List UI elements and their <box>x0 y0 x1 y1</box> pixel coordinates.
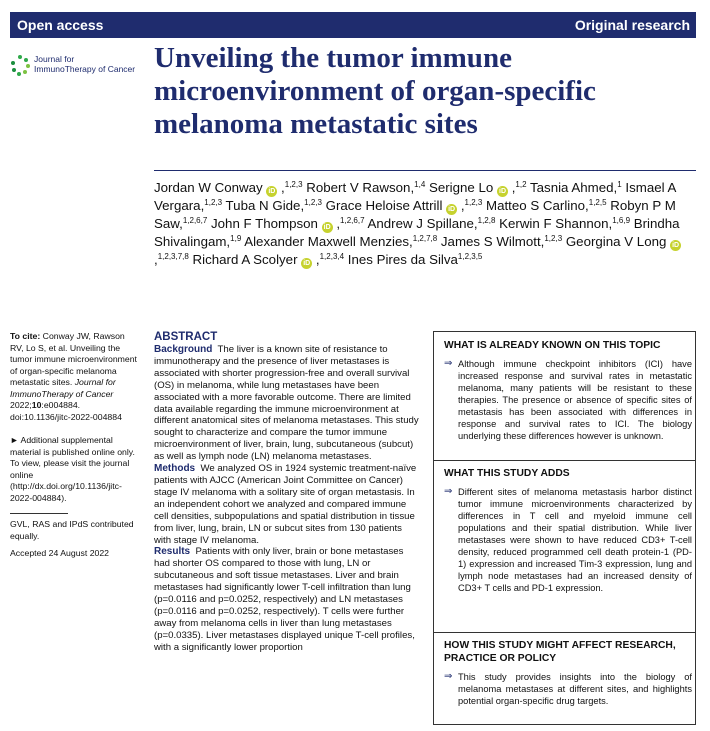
author-name: Kerwin F Shannon, <box>499 216 613 231</box>
author[interactable] <box>367 216 495 231</box>
arrow-icon: ⇒ <box>444 486 453 497</box>
affiliation-marker: 1,4 <box>414 180 426 189</box>
affiliation-marker: 1,2,7,8 <box>412 234 438 243</box>
accepted-date: Accepted 24 August 2022 <box>10 548 110 558</box>
adds-heading: WHAT THIS STUDY ADDS <box>444 468 570 479</box>
arrow-icon: ⇒ <box>444 358 453 369</box>
affiliation-marker: 1,2 <box>515 180 527 189</box>
adds-section <box>444 467 692 594</box>
author[interactable] <box>226 198 322 213</box>
author[interactable] <box>154 180 303 195</box>
open-access-label: Open access <box>17 17 104 33</box>
author[interactable] <box>441 234 562 249</box>
affiliation-marker: 1,2,3,4 <box>319 252 345 261</box>
author-separator: , <box>315 252 320 267</box>
orcid-icon[interactable]: iD <box>303 260 311 267</box>
author-name: Richard A Scolyer <box>192 252 298 267</box>
author-name: Georgina V Long <box>565 234 667 249</box>
arrow-icon: ⇒ <box>444 671 453 682</box>
abstract-heading: ABSTRACT <box>154 331 218 343</box>
affiliation-marker: 1,2,3 <box>464 198 483 207</box>
author[interactable] <box>306 180 425 195</box>
affiliation-marker: 1,2,3 <box>284 180 303 189</box>
affiliation-marker: 1,2,8 <box>477 216 496 225</box>
article-title: Unveiling the tumor immune microenvironment of organ-specific melanoma metastatic sites <box>154 42 596 140</box>
author-name: James S Wilmott, <box>440 234 545 249</box>
author-name: Matteo S Carlino, <box>486 198 589 213</box>
affiliation-marker: 1,2,3,7,8 <box>157 252 189 261</box>
abstract-background: Background The liver is a known site of resistance to immunotherapy and the presence of liver metastases is associated with shorter progression-free and overall survival (OS) in melanoma, while lung metastases have been associated with a more favorable outcome. There are limited data available regarding the immune microenvironment at different anatomical sites of melanoma metastases. This study sought to characterize and compare the tumor immune microenvironment of liver, brain, lung, subcutaneous (subcut) as well as lymph node (LN) melanoma metastases. <box>154 344 419 463</box>
adds-item: ⇒ Different sites of melanoma metastasis harbor distinct tumor immune microenvironments characterized by differences in T cell and myeloid immune cell populations and their spatial distribution. While liver metastases were shown to have reduced CD3+ T-cell density, reduced programmed cell death protein-1 (PD-1) expression and increased Tim-3 expression, lung and lymph node metastases had an increased density of CD3+ T cells and PD-1 expression. <box>444 486 692 593</box>
known-section <box>444 339 692 442</box>
header-bar <box>10 12 696 38</box>
orcid-icon[interactable]: iD <box>268 188 276 195</box>
abstract-results: Results Patients with only liver, brain or bone metastases had shorter OS compared to those with lung, LN or subcutaneous and soft tissue metastases. Liver and brain metastases had significantly lower T-cell infiltration than lung (p=0.0116 and p=0.0252, respectively) and LN metastases (p=0.0116 and p=0.0252, respectively). T cells were further away from melanoma cells in liver than lung metastases (p=0.0335). Liver metastases displayed unique T-cell profiles, with a significantly lower proportion <box>154 546 415 653</box>
orcid-icon[interactable]: iD <box>323 224 331 231</box>
known-item: ⇒ Although immune checkpoint inhibitors (ICI) have increased response and survival rates in metastatic melanoma, many patients will be resistant to these therapies. The presence or absence of specific sites of metastasis has been associated with differences in response and survival rates to ICI. The biology underlying these differences however is unknown. <box>444 358 692 441</box>
author-name: Grace Heloise Attrill <box>325 198 443 213</box>
title-divider <box>154 170 696 171</box>
author[interactable] <box>326 198 483 213</box>
affiliation-marker: 1,2,3 <box>204 198 223 207</box>
key-messages-box <box>433 331 696 725</box>
affect-heading: HOW THIS STUDY MIGHT AFFECT RESEARCH, PRACTICE OR POLICY <box>444 640 676 664</box>
author-separator: , <box>154 252 158 267</box>
author-separator: , <box>281 180 285 195</box>
orcid-icon[interactable]: iD <box>499 188 507 195</box>
box-divider <box>434 632 695 633</box>
affiliation-marker: 1,9 <box>230 234 242 243</box>
citation: To cite: Conway JW, Rawson RV, Lo S, et al. Unveiling the tumor immune microenvironment of organ-specific melanoma metastatic sites. Journal for ImmunoTherapy of Cancer 2022;10:e004884. doi:10.1136/jitc-2022-004884 <box>10 331 137 422</box>
author[interactable] <box>429 180 527 195</box>
author[interactable] <box>486 198 607 213</box>
journal-logo-icon <box>10 54 30 78</box>
author[interactable] <box>530 180 622 195</box>
citation-sidebar <box>10 331 140 560</box>
author[interactable] <box>211 216 365 231</box>
affect-item: ⇒ This study provides insights into the biology of melanoma metastases at different sites, and highlights potential organ-specific drug targets. <box>444 671 692 706</box>
abstract <box>154 331 419 654</box>
affiliation-marker: 1,2,6,7 <box>182 216 208 225</box>
affiliation-marker: 1,2,3 <box>544 234 563 243</box>
abstract-methods: Methods We analyzed OS in 1924 systemic treatment-naïve patients with AJCC (American Joint Committee on Cancer) stage IV melanoma with a solitary site of organ metastasis. In an independent cohort we analyzed and compared immune cell densities, subpopulations and spatial distribution in tissue from liver, lung, brain, LN or subcut sites from 130 patients with stage IV melanoma. <box>154 463 417 546</box>
author-separator: , <box>511 180 516 195</box>
author-name: Robert V Rawson, <box>306 180 415 195</box>
box-divider <box>434 460 695 461</box>
author-name: Alexander Maxwell Menzies, <box>244 234 413 249</box>
author-list <box>154 179 699 269</box>
author-name: Brindha Shivalingam, <box>154 216 680 249</box>
author-separator: , <box>336 216 341 231</box>
author-name: Andrew J Spillane, <box>367 216 478 231</box>
orcid-icon[interactable]: iD <box>448 206 456 213</box>
affiliation-marker: 1,2,5 <box>588 198 607 207</box>
author-name: Jordan W Conway <box>154 180 263 195</box>
affiliation-marker: 1,2,3 <box>304 198 322 207</box>
sidebar-divider <box>10 513 68 514</box>
author-name: Tasnia Ahmed, <box>530 180 618 195</box>
author-name: John F Thompson <box>211 216 318 231</box>
journal-logo[interactable] <box>10 54 150 84</box>
contribution-note: GVL, RAS and IPdS contributed equally. <box>10 519 134 541</box>
supplemental-note: ► Additional supplemental material is published online only. To view, please visit the journal online (http://dx.doi.org/10.1136/jitc-2022-004884). <box>10 435 135 503</box>
author-separator: , <box>460 198 465 213</box>
affiliation-marker: 1 <box>617 180 622 189</box>
affiliation-marker: 1,2,3,5 <box>457 252 483 261</box>
author-name: Tuba N Gide, <box>225 198 305 213</box>
author[interactable] <box>348 252 483 267</box>
author[interactable] <box>499 216 630 231</box>
author[interactable] <box>193 252 345 267</box>
orcid-icon[interactable]: iD <box>672 242 680 249</box>
article-type-label: Original research <box>574 17 690 33</box>
affiliation-marker: 1,6,9 <box>612 216 631 225</box>
known-heading: WHAT IS ALREADY KNOWN ON THIS TOPIC <box>444 340 661 351</box>
author-name: Ismael A Vergara, <box>154 180 676 213</box>
author-name: Serigne Lo <box>428 180 494 195</box>
author-name: Robyn P M Saw, <box>154 198 676 231</box>
journal-logo-text: Journal for ImmunoTherapy of Cancer <box>34 54 136 74</box>
affiliation-marker: 1,2,6,7 <box>340 216 365 225</box>
affect-section <box>444 639 692 707</box>
author-name: Ines Pires da Silva <box>347 252 458 267</box>
author[interactable] <box>244 234 437 249</box>
